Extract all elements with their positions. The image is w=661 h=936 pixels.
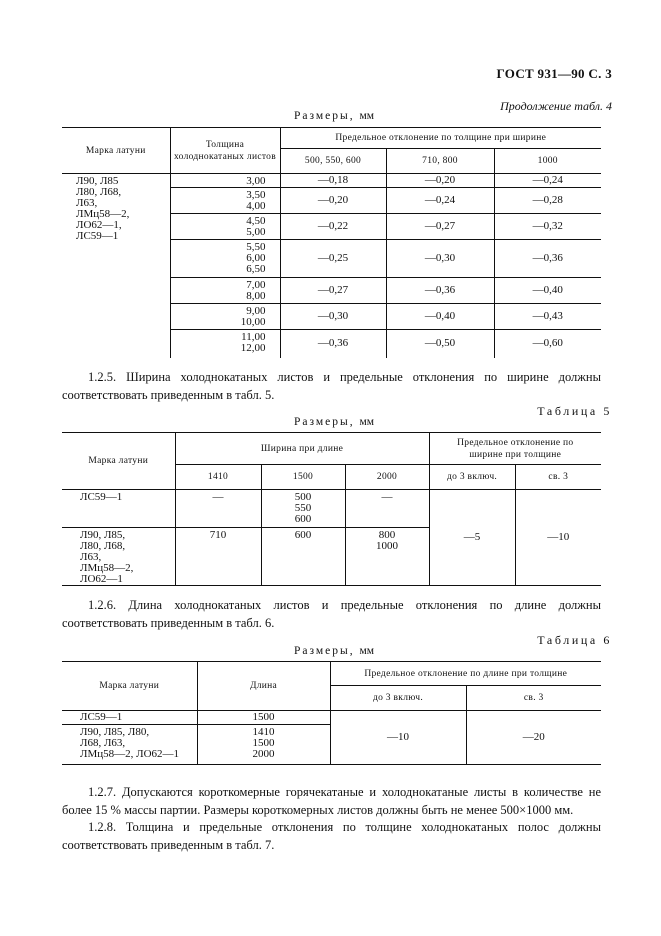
table4-cell-deviation-3: —0,40 <box>494 278 601 304</box>
paragraph-1-2-7-text: 1.2.7. Допускаются короткомерные горячекатаные и холоднокатаные листы в количестве не более 15 % массы партии. Размеры короткомерных листов должны быть не менее 500×1000 мм. <box>62 785 601 817</box>
table4-cell-deviation-1: —0,27 <box>280 278 386 304</box>
table4-cell-deviation-3: —0,43 <box>494 304 601 330</box>
table4-cell-deviation-3: —0,28 <box>494 188 601 214</box>
table6-title: Таблица 6 <box>537 633 612 647</box>
paragraph-1-2-5 <box>62 369 601 404</box>
table5-header-length-3: 2000 <box>345 465 429 490</box>
table4-cell-deviation-1: —0,30 <box>280 304 386 330</box>
paragraph-1-2-8-text: 1.2.8. Толщина и предельные отклонения по толщине холоднокатаных полос должны соответствовать приведенным в табл. 7. <box>62 820 601 852</box>
table6-header-deviation: Предельное отклонение по длине при толщине <box>330 662 601 686</box>
table4-continuation: Продолжение табл. 4 <box>500 99 612 113</box>
table4-grades: Л90, Л85 Л80, Л68, Л63, ЛМц58—2, ЛО62—1, ЛС59—1 <box>62 174 170 358</box>
table5-cell-grade-1: ЛС59—1 <box>62 490 175 528</box>
table5 <box>62 432 601 586</box>
table5-header-length-2: 1500 <box>261 465 345 490</box>
paragraph-1-2-6 <box>62 597 601 632</box>
table5-cell-2-3: 800 1000 <box>345 528 429 586</box>
table6-cell-length-1: 1500 <box>197 711 330 725</box>
table4-cell-deviation-2: —0,27 <box>386 214 494 240</box>
table6-cell-grade-2: Л90, Л85, Л80, Л68, Л63, ЛМц58—2, ЛО62—1 <box>62 725 197 765</box>
table4-header-width-2: 710, 800 <box>386 149 494 174</box>
table4-cell-deviation-1: —0,25 <box>280 240 386 278</box>
paragraph-1-2-6-text: 1.2.6. Длина холоднокатаных листов и предельные отклонения по длине должны соответствовать приведенным в табл. 6. <box>62 598 601 630</box>
table5-cell-2-2: 600 <box>261 528 345 586</box>
table4-header-thickness: Толщина холоднокатаных листов <box>170 128 280 174</box>
table4 <box>62 127 601 358</box>
table5-cell-1-3: — <box>345 490 429 528</box>
table5-deviation-2: —10 <box>515 490 601 586</box>
table4-cell-thickness: 9,00 10,00 <box>170 304 280 330</box>
table4-cell-thickness: 4,50 5,00 <box>170 214 280 240</box>
table6-cell-length-2: 1410 1500 2000 <box>197 725 330 765</box>
table5-cell-2-1: 710 <box>175 528 261 586</box>
table4-cell-thickness: 3,00 <box>170 174 280 188</box>
table4-units-label: Размеры, <box>294 110 355 122</box>
table6-header-grade: Марка латуни <box>62 662 197 711</box>
table5-cell-1-1: — <box>175 490 261 528</box>
paragraph-1-2-5-text: 1.2.5. Ширина холоднокатаных листов и предельные отклонения по ширине должны соответствовать приведенным в табл. 5. <box>62 370 601 402</box>
table4-cell-deviation-2: —0,50 <box>386 330 494 358</box>
table4-cell-deviation-3: —0,24 <box>494 174 601 188</box>
table5-units-label: Размеры, <box>294 416 355 428</box>
table6-header-thickness-2: св. 3 <box>466 686 601 711</box>
table4-cell-deviation-2: —0,20 <box>386 174 494 188</box>
table4-header-deviation: Предельное отклонение по толщине при ширине <box>280 128 601 149</box>
table6-units-mm: мм <box>359 645 375 657</box>
table5-cell-1-2: 500 550 600 <box>261 490 345 528</box>
table4-cell-deviation-3: —0,60 <box>532 337 563 350</box>
table4-cell-deviation-2: —0,30 <box>386 240 494 278</box>
page-header: ГОСТ 931—90 С. 3 <box>496 66 612 81</box>
table4-header-grade: Марка латуни <box>62 128 170 174</box>
table4-cell-thickness: 5,50 6,00 6,50 <box>170 240 280 278</box>
table4-cell-thickness: 3,50 4,00 <box>170 188 280 214</box>
paragraph-1-2-8 <box>62 819 601 854</box>
table6-header-length: Длина <box>197 662 330 711</box>
table4-cell-thickness: 11,00 12,00 <box>170 330 280 358</box>
table4-cell-deviation-2: —0,24 <box>386 188 494 214</box>
table4-cell-deviation-1: —0,18 <box>280 174 386 188</box>
paragraph-1-2-7 <box>62 784 601 819</box>
table5-title: Таблица 5 <box>537 404 612 418</box>
table6-header-thickness-1: до 3 включ. <box>330 686 466 711</box>
table5-units <box>294 416 374 428</box>
table6-units <box>294 645 374 657</box>
table5-header-grade: Марка латуни <box>62 433 175 490</box>
table4-cell-deviation-3: —0,32 <box>494 214 601 240</box>
table4-header-width-3: 1000 <box>494 149 601 174</box>
table6-deviation-1: —10 <box>330 711 466 765</box>
table4-cell-deviation-2: —0,36 <box>386 278 494 304</box>
table4-cell-deviation-1: —0,36 <box>280 330 386 358</box>
table5-header-length-1: 1410 <box>175 465 261 490</box>
table5-cell-grade-2: Л90, Л85, Л80, Л68, Л63, ЛМц58—2, ЛО62—1 <box>62 528 175 586</box>
table4-cell-deviation-3: —0,36 <box>494 240 601 278</box>
table6 <box>62 661 601 765</box>
table4-header-width-1: 500, 550, 600 <box>280 149 386 174</box>
table5-units-mm: мм <box>359 416 375 428</box>
table6-cell-grade-1: ЛС59—1 <box>62 711 197 725</box>
table4-units <box>294 110 374 122</box>
table5-header-deviation: Предельное отклонение по ширине при толщине <box>429 433 601 465</box>
table5-header-thickness-1: до 3 включ. <box>429 465 515 490</box>
table4-body <box>62 174 601 358</box>
table4-units-mm: мм <box>359 110 375 122</box>
table4-cell-deviation-2: —0,40 <box>386 304 494 330</box>
table5-header-thickness-2: св. 3 <box>515 465 601 490</box>
table6-deviation-2: —20 <box>466 711 601 765</box>
table4-cell-thickness: 7,00 8,00 <box>170 278 280 304</box>
table6-units-label: Размеры, <box>294 645 355 657</box>
table4-cell-deviation-1: —0,22 <box>280 214 386 240</box>
table5-header-width: Ширина при длине <box>175 433 429 465</box>
table4-row <box>62 174 601 188</box>
table4-cell-deviation-1: —0,20 <box>280 188 386 214</box>
table5-deviation-1: —5 <box>429 490 515 586</box>
